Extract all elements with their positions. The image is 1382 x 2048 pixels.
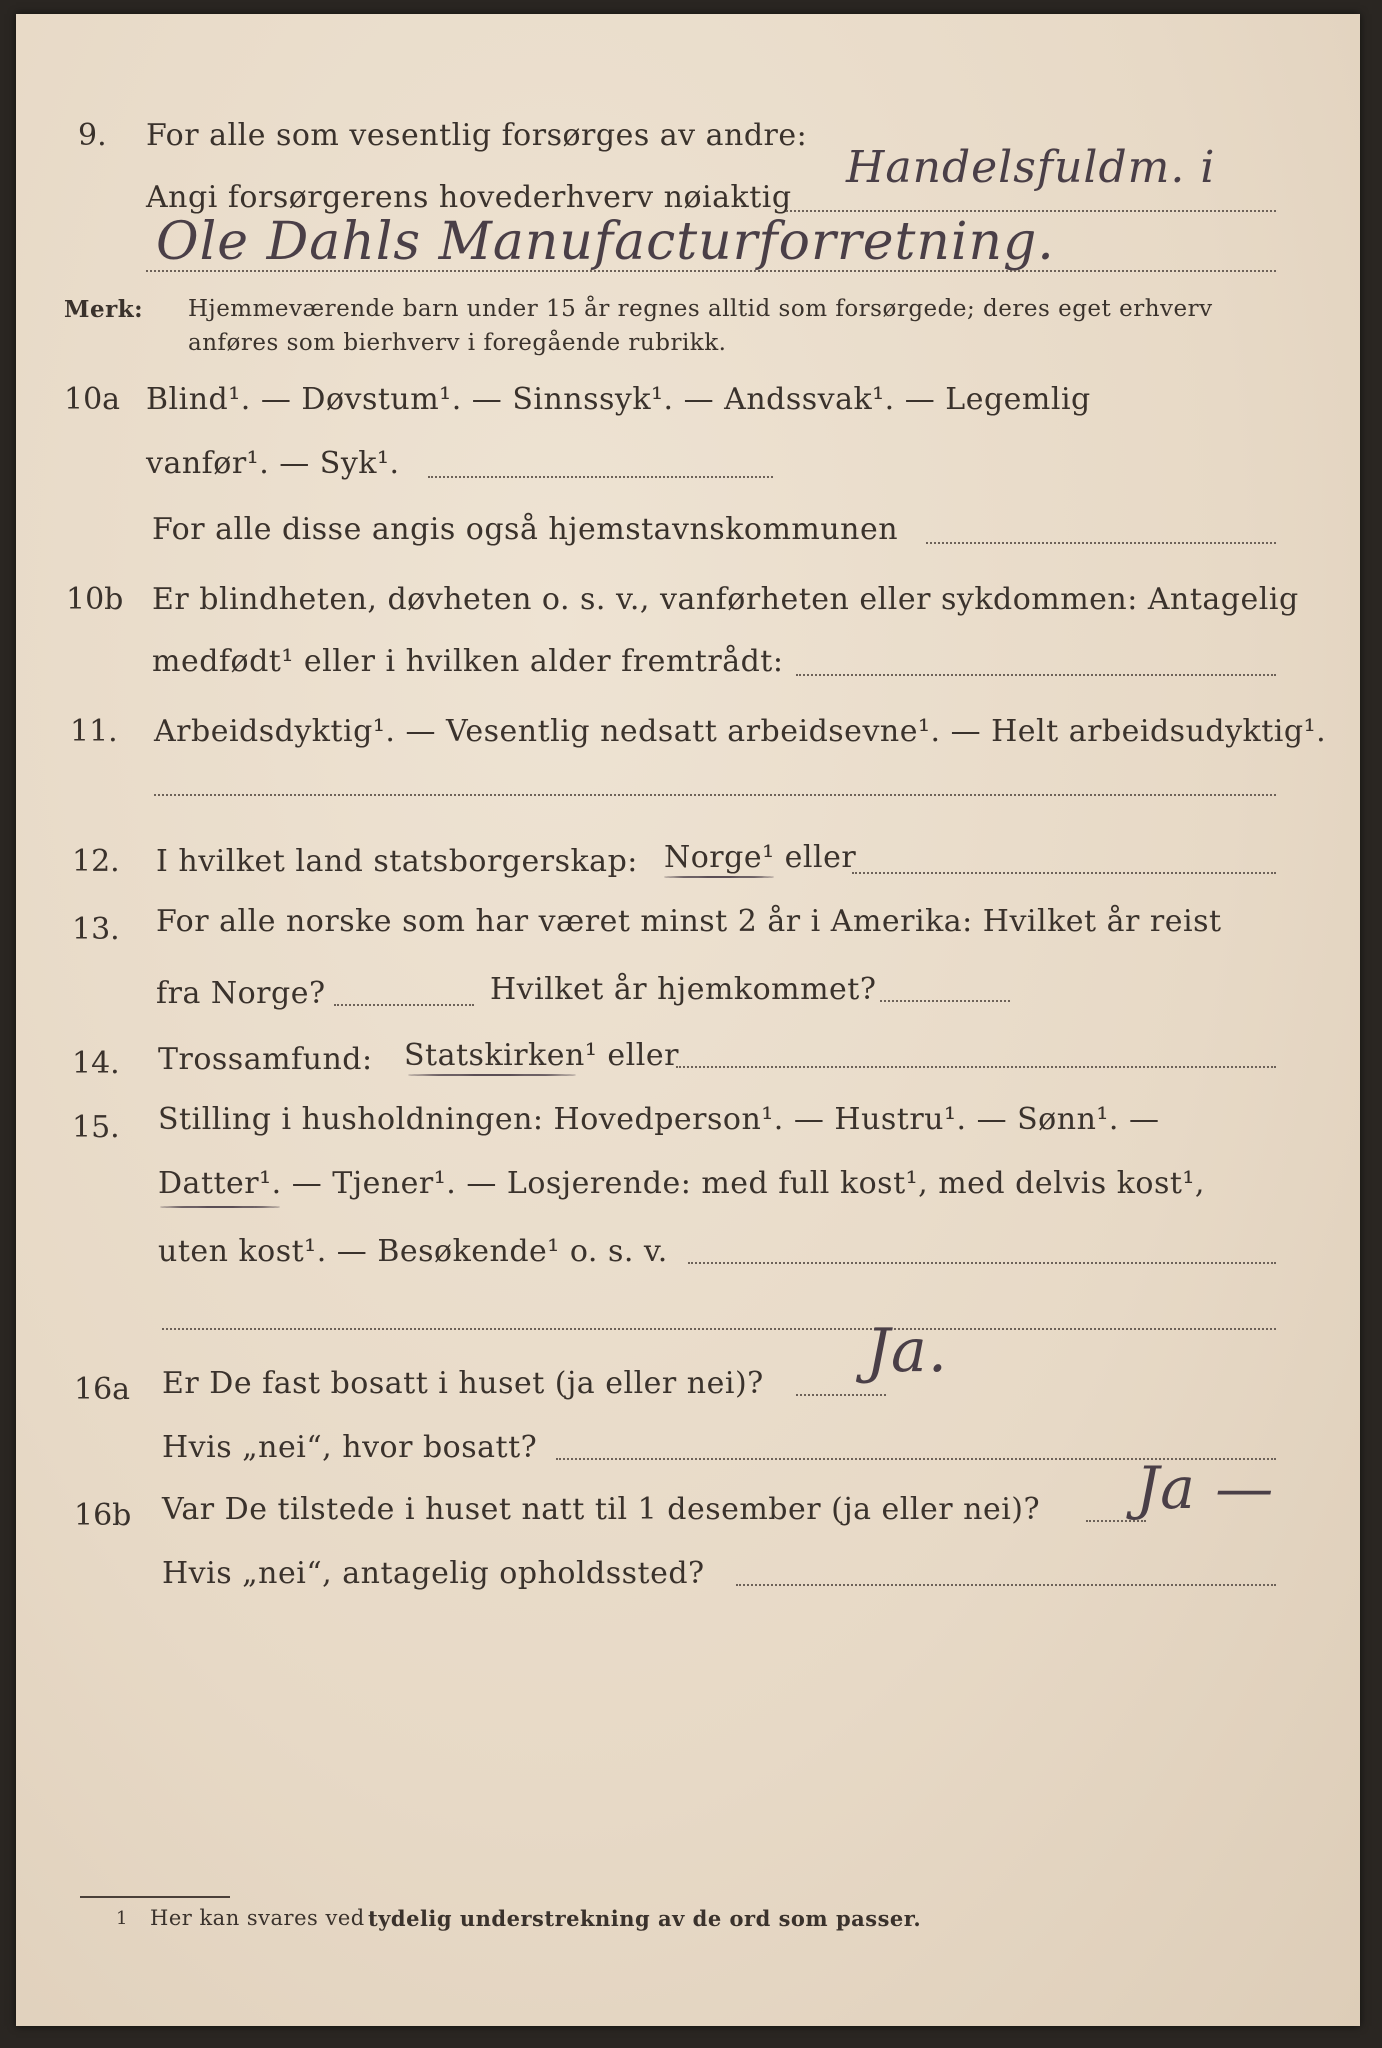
- merk-line1: Hjemmeværende barn under 15 år regnes alltid som forsørgede; deres eget erhverv: [188, 296, 1213, 322]
- merk-line2: anføres som bierhverv i foregående rubrikk.: [188, 330, 727, 356]
- footnote-rule: [80, 1896, 230, 1898]
- q11-number: 11.: [70, 714, 118, 749]
- footnote-text-a: Her kan svares ved: [150, 1906, 365, 1930]
- q10b-line2: medfødt¹ eller i hvilken alder fremtrådt:: [152, 644, 784, 679]
- q9-handwritten-answer-1: Handelsfuldm. i: [846, 142, 1216, 193]
- q9-handwritten-answer-2: Ole Dahls Manufacturforretning.: [156, 212, 1055, 272]
- q10a-dotted-line-1: [428, 476, 773, 478]
- q11-line1: Arbeidsdyktig¹. — Vesentlig nedsatt arbeidsevne¹. — Helt arbeidsudyktig¹.: [154, 714, 1327, 749]
- q12-line1a: I hvilket land statsborgerskap:: [156, 844, 638, 879]
- q16b-number: 16b: [74, 1498, 132, 1533]
- q12-dotted-line: [852, 872, 1276, 874]
- q10a-line2: vanfør¹. — Syk¹.: [146, 446, 400, 481]
- q10b-line1: Er blindheten, døvheten o. s. v., vanførheten eller sykdommen: Antagelig: [152, 582, 1299, 617]
- merk-label: Merk:: [64, 296, 144, 323]
- census-form-page: [16, 14, 1360, 2026]
- q10b-dotted-line: [796, 674, 1276, 676]
- q14-dotted-line: [676, 1066, 1276, 1068]
- q10a-line3: For alle disse angis også hjemstavnskommunen: [152, 512, 899, 547]
- q10a-dotted-line-2: [926, 542, 1276, 544]
- q14-statskirken-underline: [408, 1074, 576, 1076]
- q16b-dotted-line-2: [736, 1584, 1276, 1586]
- q12-line1b: Norge¹ eller: [664, 840, 857, 875]
- q16b-line2: Hvis „nei“, antagelig opholdssted?: [162, 1556, 705, 1591]
- q15-dotted-line-1: [688, 1262, 1276, 1264]
- q16a-number: 16a: [74, 1372, 131, 1407]
- q13-line2b: Hvilket år hjemkommet?: [490, 972, 877, 1007]
- q15-line1: Stilling i husholdningen: Hovedperson¹. — Hustru¹. — Sønn¹. —: [158, 1102, 1160, 1137]
- q13-dotted-line-1: [334, 1004, 474, 1006]
- footnote-text-b: tydelig understrekning av de ord som passer.: [368, 1906, 922, 1931]
- q13-number: 13.: [72, 912, 120, 947]
- q14-number: 14.: [72, 1046, 120, 1081]
- q16a-line2: Hvis „nei“, hvor bosatt?: [162, 1430, 538, 1465]
- q15-number: 15.: [72, 1110, 120, 1145]
- q13-line1: For alle norske som har været minst 2 år i Amerika: Hvilket år reist: [156, 904, 1222, 939]
- q13-dotted-line-2: [880, 1000, 1010, 1002]
- q12-norge-underline: [664, 876, 774, 878]
- q16a-line1: Er De fast bosatt i huset (ja eller nei)?: [162, 1366, 764, 1401]
- q14-line1a: Trossamfund:: [158, 1042, 373, 1077]
- q12-number: 12.: [72, 844, 120, 879]
- q10a-number: 10a: [64, 382, 121, 417]
- q15-line3: uten kost¹. — Besøkende¹ o. s. v.: [158, 1234, 668, 1269]
- q9-line2: Angi forsørgerens hovederhverv nøiaktig: [146, 180, 792, 215]
- q16b-handwritten-answer: Ja —: [1136, 1454, 1275, 1522]
- q16a-dotted-line: [796, 1394, 886, 1396]
- q16b-line1: Var De tilstede i huset natt til 1 desember (ja eller nei)?: [162, 1492, 1041, 1527]
- q16a-handwritten-answer: Ja.: [866, 1316, 948, 1386]
- q15-dotted-line-2: [162, 1328, 1276, 1330]
- footnote-mark: 1: [116, 1908, 128, 1929]
- q9-number: 9.: [78, 118, 107, 153]
- q11-dotted-line: [154, 794, 1276, 796]
- q13-line2a: fra Norge?: [156, 976, 326, 1011]
- q10a-line1: Blind¹. — Døvstum¹. — Sinnssyk¹. — Andssvak¹. — Legemlig: [146, 382, 1091, 417]
- q14-line1b: Statskirken¹ eller: [404, 1038, 679, 1073]
- q15-datter-underline: [160, 1206, 280, 1208]
- q15-line2: Datter¹. — Tjener¹. — Losjerende: med full kost¹, med delvis kost¹,: [158, 1166, 1205, 1201]
- q9-line1: For alle som vesentlig forsørges av andre:: [146, 118, 808, 153]
- q10b-number: 10b: [66, 582, 124, 617]
